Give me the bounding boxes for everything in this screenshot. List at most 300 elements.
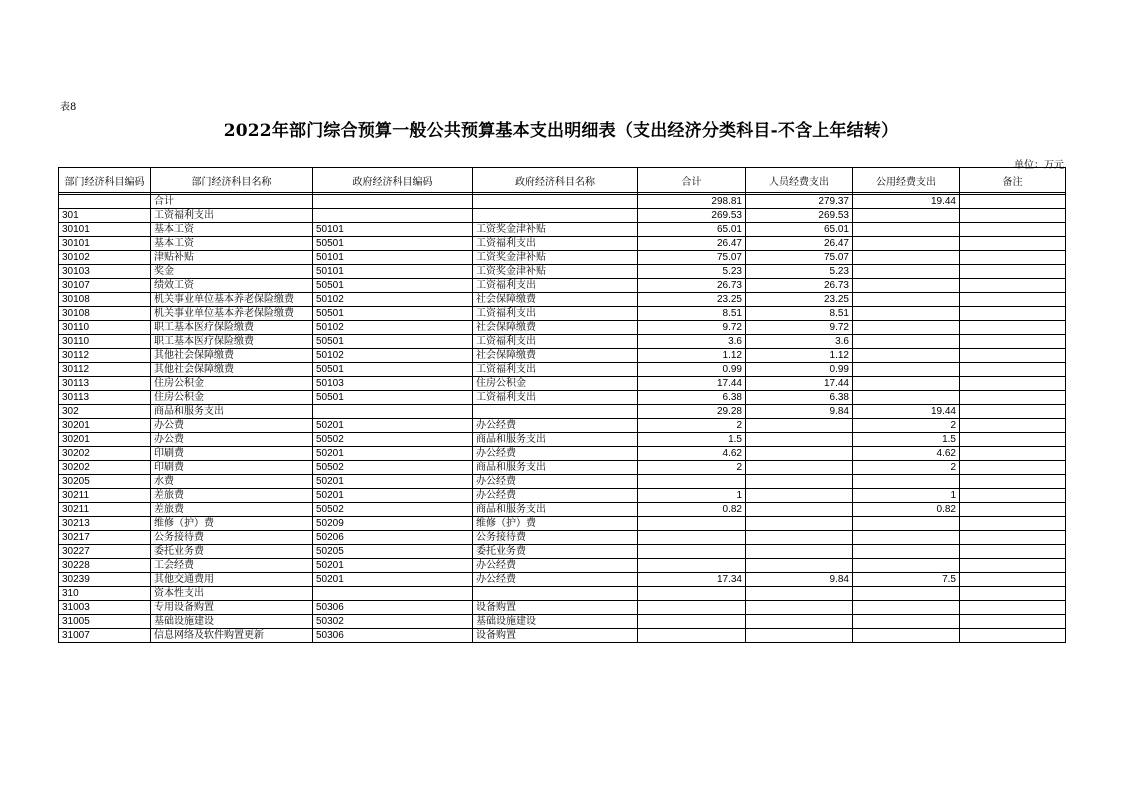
gov-name-cell: 工资奖金津补贴: [473, 265, 638, 279]
dept-name-cell: 职工基本医疗保险缴费: [151, 335, 313, 349]
public-cell: 2: [853, 461, 960, 475]
total-cell: 4.62: [638, 447, 746, 461]
table-row: [59, 419, 1066, 433]
dept-code-cell: 30101: [59, 223, 151, 237]
dept-name-cell: 办公费: [151, 433, 313, 447]
total-cell: 1.5: [638, 433, 746, 447]
personnel-cell: [746, 587, 853, 601]
gov-name-cell: 商品和服务支出: [473, 503, 638, 517]
public-cell: [853, 279, 960, 293]
dept-code-cell: 30110: [59, 335, 151, 349]
personnel-cell: 17.44: [746, 377, 853, 391]
gov-code-cell: 50501: [313, 391, 473, 405]
table-row: [59, 363, 1066, 377]
total-cell: [638, 475, 746, 489]
gov-code-cell: 50501: [313, 363, 473, 377]
note-cell: [960, 601, 1066, 615]
public-cell: [853, 251, 960, 265]
gov-code-cell: 50306: [313, 601, 473, 615]
note-cell: [960, 517, 1066, 531]
personnel-cell: 6.38: [746, 391, 853, 405]
gov-name-cell: 工资奖金津补贴: [473, 251, 638, 265]
dept-name-cell: 住房公积金: [151, 391, 313, 405]
gov-code-cell: [313, 405, 473, 419]
public-cell: 19.44: [853, 195, 960, 209]
unit-note: 单位：万元: [1014, 160, 1064, 171]
table-label: 表8: [60, 102, 77, 113]
gov-name-cell: 商品和服务支出: [473, 461, 638, 475]
dept-name-cell: 基础设施建设: [151, 615, 313, 629]
dept-code-cell: 31005: [59, 615, 151, 629]
gov-code-cell: [313, 195, 473, 209]
public-cell: [853, 265, 960, 279]
budget-table: [58, 167, 1066, 643]
dept-name-cell: 公务接待费: [151, 531, 313, 545]
total-cell: 298.81: [638, 195, 746, 209]
col-header-dept-name: 部门经济科目名称: [151, 168, 313, 193]
table-row: [59, 279, 1066, 293]
note-cell: [960, 447, 1066, 461]
table-row: [59, 489, 1066, 503]
note-cell: [960, 195, 1066, 209]
dept-name-cell: 专用设备购置: [151, 601, 313, 615]
dept-name-cell: 印刷费: [151, 447, 313, 461]
table-row: [59, 349, 1066, 363]
dept-name-cell: 信息网络及软件购置更新: [151, 629, 313, 643]
gov-name-cell: [473, 405, 638, 419]
gov-name-cell: 设备购置: [473, 601, 638, 615]
gov-code-cell: 50101: [313, 223, 473, 237]
gov-name-cell: [473, 195, 638, 209]
gov-name-cell: 商品和服务支出: [473, 433, 638, 447]
table-row: [59, 265, 1066, 279]
total-cell: 26.47: [638, 237, 746, 251]
dept-code-cell: 30110: [59, 321, 151, 335]
gov-code-cell: 50102: [313, 349, 473, 363]
total-cell: 75.07: [638, 251, 746, 265]
gov-code-cell: 50101: [313, 251, 473, 265]
gov-code-cell: 50502: [313, 503, 473, 517]
gov-name-cell: 办公经费: [473, 573, 638, 587]
personnel-cell: [746, 545, 853, 559]
table-row: [59, 293, 1066, 307]
total-cell: 0.82: [638, 503, 746, 517]
gov-code-cell: 50209: [313, 517, 473, 531]
personnel-cell: [746, 503, 853, 517]
dept-code-cell: 30211: [59, 503, 151, 517]
table-row: [59, 237, 1066, 251]
personnel-cell: 279.37: [746, 195, 853, 209]
dept-name-cell: 维修（护）费: [151, 517, 313, 531]
gov-name-cell: 办公经费: [473, 447, 638, 461]
personnel-cell: [746, 461, 853, 475]
gov-code-cell: 50201: [313, 475, 473, 489]
public-cell: 4.62: [853, 447, 960, 461]
gov-name-cell: 工资福利支出: [473, 391, 638, 405]
gov-name-cell: 公务接待费: [473, 531, 638, 545]
note-cell: [960, 461, 1066, 475]
gov-code-cell: 50306: [313, 629, 473, 643]
dept-code-cell: 310: [59, 587, 151, 601]
total-cell: 23.25: [638, 293, 746, 307]
table-row: [59, 559, 1066, 573]
note-cell: [960, 391, 1066, 405]
dept-name-cell: 差旅费: [151, 489, 313, 503]
personnel-cell: 0.99: [746, 363, 853, 377]
gov-code-cell: [313, 587, 473, 601]
table-row: [59, 601, 1066, 615]
public-cell: [853, 377, 960, 391]
dept-name-cell: 其他社会保障缴费: [151, 349, 313, 363]
personnel-cell: [746, 419, 853, 433]
note-cell: [960, 223, 1066, 237]
dept-code-cell: 30108: [59, 307, 151, 321]
col-header-total: 合计: [638, 168, 746, 193]
dept-code-cell: 30108: [59, 293, 151, 307]
note-cell: [960, 265, 1066, 279]
gov-code-cell: 50302: [313, 615, 473, 629]
dept-code-cell: 30227: [59, 545, 151, 559]
dept-code-cell: 30201: [59, 419, 151, 433]
table-row: [59, 573, 1066, 587]
public-cell: [853, 587, 960, 601]
table-row: [59, 447, 1066, 461]
note-cell: [960, 363, 1066, 377]
total-cell: 6.38: [638, 391, 746, 405]
note-cell: [960, 251, 1066, 265]
table-row: [59, 629, 1066, 643]
dept-code-cell: 30102: [59, 251, 151, 265]
public-cell: [853, 475, 960, 489]
dept-name-cell: 差旅费: [151, 503, 313, 517]
dept-name-cell: 绩效工资: [151, 279, 313, 293]
note-cell: [960, 615, 1066, 629]
dept-code-cell: 30213: [59, 517, 151, 531]
dept-code-cell: 30201: [59, 433, 151, 447]
public-cell: [853, 629, 960, 643]
public-cell: [853, 615, 960, 629]
personnel-cell: 26.73: [746, 279, 853, 293]
dept-name-cell: 其他交通费用: [151, 573, 313, 587]
gov-name-cell: 维修（护）费: [473, 517, 638, 531]
total-cell: 65.01: [638, 223, 746, 237]
personnel-cell: 5.23: [746, 265, 853, 279]
total-cell: [638, 601, 746, 615]
dept-name-cell: 机关事业单位基本养老保险缴费: [151, 293, 313, 307]
personnel-cell: [746, 475, 853, 489]
note-cell: [960, 531, 1066, 545]
table-row: [59, 475, 1066, 489]
gov-name-cell: 社会保障缴费: [473, 349, 638, 363]
public-cell: [853, 349, 960, 363]
table-row: [59, 335, 1066, 349]
dept-name-cell: 商品和服务支出: [151, 405, 313, 419]
personnel-cell: [746, 615, 853, 629]
col-header-personnel: 人员经费支出: [746, 168, 853, 193]
personnel-cell: 9.72: [746, 321, 853, 335]
dept-code-cell: 30239: [59, 573, 151, 587]
total-cell: 5.23: [638, 265, 746, 279]
dept-code-cell: 30112: [59, 349, 151, 363]
note-cell: [960, 587, 1066, 601]
public-cell: 0.82: [853, 503, 960, 517]
personnel-cell: 3.6: [746, 335, 853, 349]
gov-name-cell: 社会保障缴费: [473, 321, 638, 335]
col-header-gov-code: 政府经济科目编码: [313, 168, 473, 193]
note-cell: [960, 307, 1066, 321]
gov-code-cell: 50102: [313, 293, 473, 307]
gov-name-cell: 社会保障缴费: [473, 293, 638, 307]
dept-code-cell: 30205: [59, 475, 151, 489]
table-row: [59, 223, 1066, 237]
dept-code-cell: 30202: [59, 461, 151, 475]
dept-name-cell: 水费: [151, 475, 313, 489]
dept-code-cell: 30113: [59, 377, 151, 391]
public-cell: [853, 391, 960, 405]
gov-name-cell: 办公经费: [473, 419, 638, 433]
gov-name-cell: 办公经费: [473, 559, 638, 573]
dept-code-cell: 30103: [59, 265, 151, 279]
col-header-public: 公用经费支出: [853, 168, 960, 193]
dept-name-cell: 奖金: [151, 265, 313, 279]
note-cell: [960, 503, 1066, 517]
gov-code-cell: 50201: [313, 573, 473, 587]
personnel-cell: 23.25: [746, 293, 853, 307]
total-cell: 269.53: [638, 209, 746, 223]
total-cell: 1.12: [638, 349, 746, 363]
public-cell: [853, 237, 960, 251]
table-row: [59, 251, 1066, 265]
total-cell: [638, 615, 746, 629]
col-header-note: 备注: [960, 168, 1066, 193]
table-row: [59, 307, 1066, 321]
table-row: [59, 615, 1066, 629]
dept-name-cell: 工会经费: [151, 559, 313, 573]
personnel-cell: [746, 601, 853, 615]
personnel-cell: 9.84: [746, 405, 853, 419]
personnel-cell: 269.53: [746, 209, 853, 223]
note-cell: [960, 573, 1066, 587]
dept-code-cell: 31007: [59, 629, 151, 643]
table-row: [59, 405, 1066, 419]
public-cell: [853, 293, 960, 307]
total-cell: 2: [638, 419, 746, 433]
total-cell: [638, 517, 746, 531]
gov-code-cell: 50103: [313, 377, 473, 391]
public-cell: [853, 307, 960, 321]
table-row: [59, 545, 1066, 559]
total-cell: 26.73: [638, 279, 746, 293]
total-cell: 0.99: [638, 363, 746, 377]
gov-name-cell: 住房公积金: [473, 377, 638, 391]
gov-code-cell: 50502: [313, 461, 473, 475]
dept-name-cell: 机关事业单位基本养老保险缴费: [151, 307, 313, 321]
dept-name-cell: 委托业务费: [151, 545, 313, 559]
note-cell: [960, 209, 1066, 223]
page-title: 2022年部门综合预算一般公共预算基本支出明细表（支出经济分类科目-不含上年结转）: [223, 121, 899, 141]
total-cell: 17.44: [638, 377, 746, 391]
gov-code-cell: 50201: [313, 489, 473, 503]
note-cell: [960, 335, 1066, 349]
personnel-cell: [746, 489, 853, 503]
dept-name-cell: 其他社会保障缴费: [151, 363, 313, 377]
dept-code-cell: 30228: [59, 559, 151, 573]
gov-code-cell: 50102: [313, 321, 473, 335]
public-cell: [853, 559, 960, 573]
dept-name-cell: 基本工资: [151, 237, 313, 251]
table-row: [59, 531, 1066, 545]
table-row: [59, 461, 1066, 475]
gov-name-cell: [473, 587, 638, 601]
total-cell: 29.28: [638, 405, 746, 419]
note-cell: [960, 293, 1066, 307]
dept-code-cell: 30217: [59, 531, 151, 545]
personnel-cell: 65.01: [746, 223, 853, 237]
table-row: [59, 209, 1066, 223]
public-cell: 2: [853, 419, 960, 433]
gov-code-cell: 50201: [313, 447, 473, 461]
note-cell: [960, 419, 1066, 433]
note-cell: [960, 475, 1066, 489]
note-cell: [960, 559, 1066, 573]
dept-name-cell: 印刷费: [151, 461, 313, 475]
table-row: [59, 377, 1066, 391]
dept-name-cell: 工资福利支出: [151, 209, 313, 223]
public-cell: [853, 517, 960, 531]
table-row: [59, 195, 1066, 209]
gov-name-cell: 工资福利支出: [473, 307, 638, 321]
col-header-gov-name: 政府经济科目名称: [473, 168, 638, 193]
dept-code-cell: 301: [59, 209, 151, 223]
dept-name-cell: 办公费: [151, 419, 313, 433]
gov-code-cell: 50206: [313, 531, 473, 545]
gov-code-cell: 50201: [313, 559, 473, 573]
gov-name-cell: 委托业务费: [473, 545, 638, 559]
personnel-cell: 75.07: [746, 251, 853, 265]
personnel-cell: [746, 447, 853, 461]
note-cell: [960, 489, 1066, 503]
note-cell: [960, 377, 1066, 391]
personnel-cell: 8.51: [746, 307, 853, 321]
public-cell: [853, 531, 960, 545]
dept-code-cell: 302: [59, 405, 151, 419]
dept-name-cell: 住房公积金: [151, 377, 313, 391]
total-cell: 8.51: [638, 307, 746, 321]
public-cell: [853, 545, 960, 559]
gov-name-cell: 工资福利支出: [473, 279, 638, 293]
personnel-cell: 1.12: [746, 349, 853, 363]
total-cell: [638, 559, 746, 573]
total-cell: 9.72: [638, 321, 746, 335]
total-cell: [638, 587, 746, 601]
dept-code-cell: 30202: [59, 447, 151, 461]
note-cell: [960, 349, 1066, 363]
public-cell: [853, 321, 960, 335]
gov-code-cell: 50501: [313, 335, 473, 349]
gov-name-cell: 办公经费: [473, 475, 638, 489]
personnel-cell: [746, 433, 853, 447]
table-body: [59, 195, 1066, 643]
note-cell: [960, 433, 1066, 447]
personnel-cell: [746, 629, 853, 643]
table-row: [59, 587, 1066, 601]
dept-code-cell: 30101: [59, 237, 151, 251]
dept-name-cell: 津贴补贴: [151, 251, 313, 265]
gov-code-cell: 50101: [313, 265, 473, 279]
dept-code-cell: 30113: [59, 391, 151, 405]
total-cell: [638, 531, 746, 545]
gov-name-cell: 基础设施建设: [473, 615, 638, 629]
public-cell: 19.44: [853, 405, 960, 419]
table-row: [59, 433, 1066, 447]
dept-code-cell: 30112: [59, 363, 151, 377]
personnel-cell: [746, 559, 853, 573]
dept-code-cell: 30107: [59, 279, 151, 293]
table-row: [59, 391, 1066, 405]
public-cell: [853, 223, 960, 237]
table-row: [59, 503, 1066, 517]
personnel-cell: [746, 531, 853, 545]
gov-name-cell: 工资福利支出: [473, 335, 638, 349]
gov-code-cell: 50501: [313, 237, 473, 251]
note-cell: [960, 279, 1066, 293]
total-cell: 3.6: [638, 335, 746, 349]
gov-code-cell: 50201: [313, 419, 473, 433]
table-row: [59, 321, 1066, 335]
note-cell: [960, 321, 1066, 335]
dept-code-cell: 30211: [59, 489, 151, 503]
gov-name-cell: 工资福利支出: [473, 363, 638, 377]
personnel-cell: 26.47: [746, 237, 853, 251]
gov-code-cell: 50502: [313, 433, 473, 447]
public-cell: [853, 209, 960, 223]
note-cell: [960, 629, 1066, 643]
table-row: [59, 517, 1066, 531]
public-cell: [853, 335, 960, 349]
note-cell: [960, 405, 1066, 419]
gov-code-cell: 50501: [313, 279, 473, 293]
personnel-cell: [746, 517, 853, 531]
gov-name-cell: 工资福利支出: [473, 237, 638, 251]
gov-code-cell: [313, 209, 473, 223]
total-cell: 1: [638, 489, 746, 503]
gov-name-cell: 工资奖金津补贴: [473, 223, 638, 237]
public-cell: 7.5: [853, 573, 960, 587]
personnel-cell: 9.84: [746, 573, 853, 587]
note-cell: [960, 237, 1066, 251]
gov-name-cell: [473, 209, 638, 223]
dept-code-cell: 31003: [59, 601, 151, 615]
gov-name-cell: 办公经费: [473, 489, 638, 503]
gov-code-cell: 50205: [313, 545, 473, 559]
public-cell: [853, 601, 960, 615]
note-cell: [960, 545, 1066, 559]
gov-name-cell: 设备购置: [473, 629, 638, 643]
dept-name-cell: 合计: [151, 195, 313, 209]
total-cell: 2: [638, 461, 746, 475]
dept-name-cell: 职工基本医疗保险缴费: [151, 321, 313, 335]
dept-name-cell: 基本工资: [151, 223, 313, 237]
total-cell: [638, 545, 746, 559]
total-cell: 17.34: [638, 573, 746, 587]
gov-code-cell: 50501: [313, 307, 473, 321]
header-row: [59, 168, 1066, 193]
total-cell: [638, 629, 746, 643]
public-cell: 1: [853, 489, 960, 503]
dept-code-cell: [59, 195, 151, 209]
public-cell: [853, 363, 960, 377]
dept-name-cell: 资本性支出: [151, 587, 313, 601]
